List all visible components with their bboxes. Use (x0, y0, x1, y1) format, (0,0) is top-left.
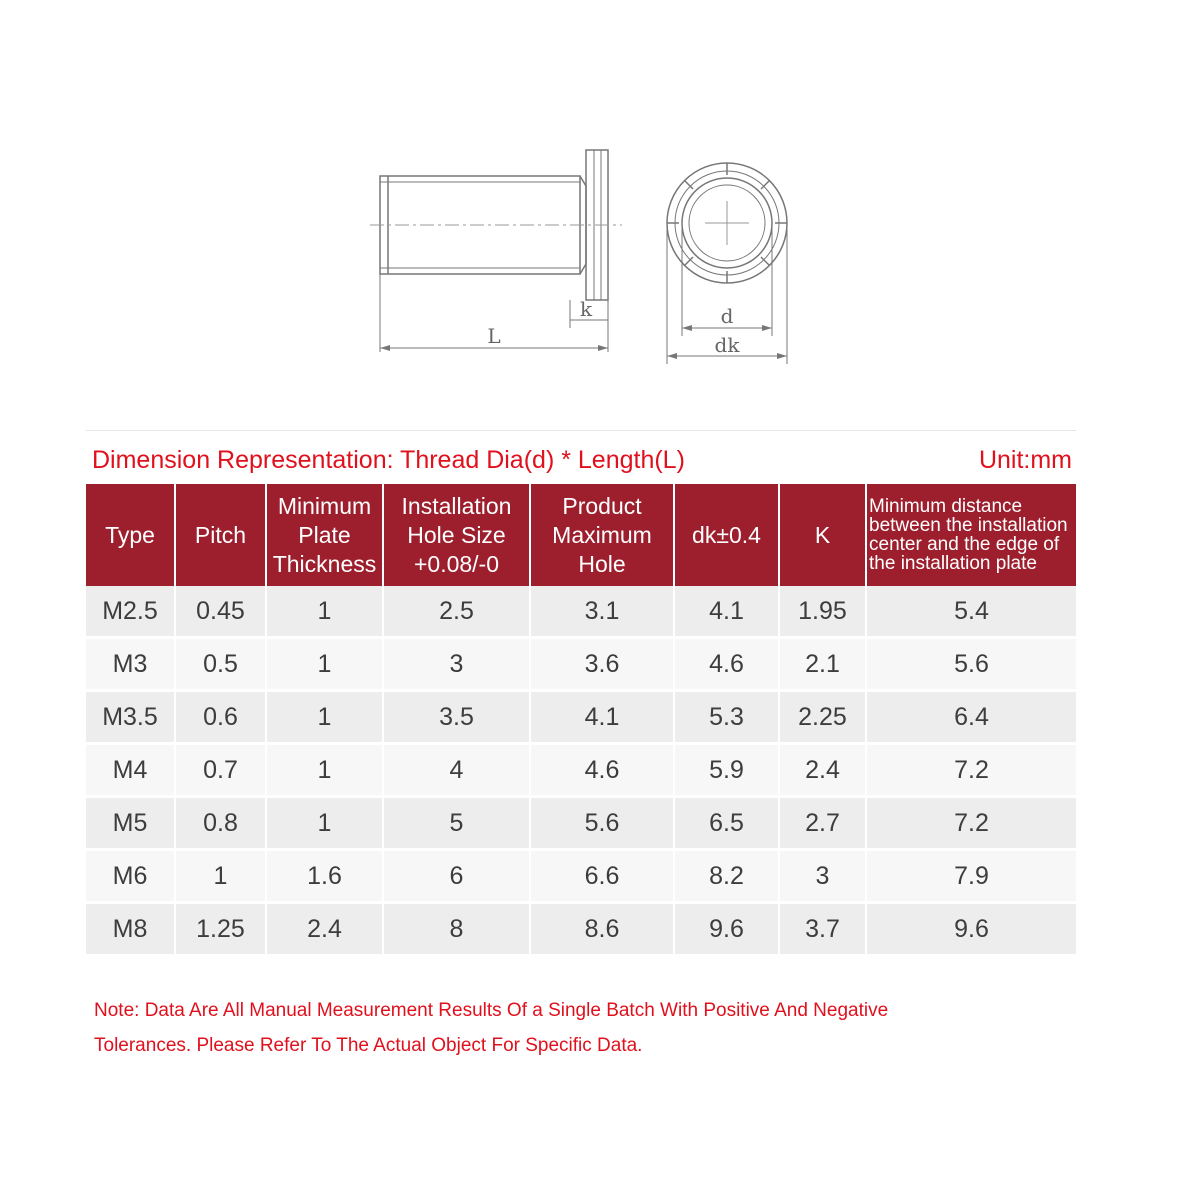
table-row (86, 850, 1076, 903)
table-cell: 6 (383, 850, 530, 903)
table-cell: 7.2 (866, 744, 1076, 797)
table-cell: 3 (779, 850, 866, 903)
note-line-2: Tolerances. Please Refer To The Actual Object For Specific Data. (94, 1035, 643, 1056)
label-d: d (720, 304, 734, 328)
table-row (86, 903, 1076, 956)
table-cell: 5.3 (674, 691, 779, 744)
header-cell: Pitch (175, 484, 266, 586)
table-row (86, 797, 1076, 850)
table-cell: 3.6 (530, 638, 674, 691)
table-cell: 8.2 (674, 850, 779, 903)
table-cell: M6 (86, 850, 175, 903)
table-cell: M8 (86, 903, 175, 956)
table-cell: 3.7 (779, 903, 866, 956)
table-cell: 7.2 (866, 797, 1076, 850)
table-cell: 4.6 (674, 638, 779, 691)
spec-table (86, 484, 1076, 957)
label-dk: dk (714, 333, 740, 357)
table-cell: 4.1 (530, 691, 674, 744)
table-cell: 8.6 (530, 903, 674, 956)
table-cell: 2.1 (779, 638, 866, 691)
table-cell: 4.6 (530, 744, 674, 797)
table-cell: 4 (383, 744, 530, 797)
table-cell: M2.5 (86, 586, 175, 638)
section-divider (86, 430, 1076, 431)
note-line-1: Note: Data Are All Manual Measurement Results Of a Single Batch With Positive And Negative (94, 1000, 889, 1021)
table-row (86, 691, 1076, 744)
measurement-note (94, 993, 1094, 1063)
table-cell: 2.5 (383, 586, 530, 638)
title-row (92, 444, 1072, 478)
stud-technical-drawing (360, 140, 830, 380)
table-row (86, 586, 1076, 638)
header-cell: K (779, 484, 866, 586)
table-cell: 1 (266, 586, 383, 638)
header-cell: Product Maximum Hole (530, 484, 674, 586)
table-cell: 1.95 (779, 586, 866, 638)
table-cell: 6.4 (866, 691, 1076, 744)
header-cell: dk±0.4 (674, 484, 779, 586)
table-cell: M5 (86, 797, 175, 850)
header-cell: Type (86, 484, 175, 586)
header-cell: Minimum distance between the installation center and the edge of the installation plate (866, 484, 1076, 586)
table-cell: 0.6 (175, 691, 266, 744)
table-cell: 0.5 (175, 638, 266, 691)
table-cell: 4.1 (674, 586, 779, 638)
table-cell: 2.4 (266, 903, 383, 956)
table-cell: 9.6 (674, 903, 779, 956)
table-cell: 6.6 (530, 850, 674, 903)
table-row (86, 744, 1076, 797)
table-cell: 5.6 (866, 638, 1076, 691)
table-cell: 9.6 (866, 903, 1076, 956)
table-cell: 1 (266, 691, 383, 744)
table-cell: 8 (383, 903, 530, 956)
table-cell: 1 (266, 638, 383, 691)
table-cell: 5.9 (674, 744, 779, 797)
table-cell: 5.6 (530, 797, 674, 850)
table-cell: 2.25 (779, 691, 866, 744)
label-k: k (579, 297, 593, 321)
table-cell: 1.25 (175, 903, 266, 956)
table-cell: 3.1 (530, 586, 674, 638)
table-cell: 6.5 (674, 797, 779, 850)
table-cell: M3.5 (86, 691, 175, 744)
table-cell: 3 (383, 638, 530, 691)
table-row (86, 638, 1076, 691)
table-header-row (86, 484, 1076, 586)
table-cell: 0.8 (175, 797, 266, 850)
table-cell: 1 (175, 850, 266, 903)
table-cell: 5 (383, 797, 530, 850)
header-cell: Installation Hole Size +0.08/-0 (383, 484, 530, 586)
table-cell: 5.4 (866, 586, 1076, 638)
unit-label: Unit:mm (978, 446, 1072, 474)
table-cell: 1 (266, 797, 383, 850)
side-view (380, 150, 608, 352)
table-cell: 7.9 (866, 850, 1076, 903)
table-cell: 0.7 (175, 744, 266, 797)
end-view-crosshair (705, 201, 749, 245)
table-cell: 2.4 (779, 744, 866, 797)
dimension-title: Dimension Representation: Thread Dia(d) * Length(L) (92, 446, 685, 474)
table-cell: 2.7 (779, 797, 866, 850)
table-cell: 0.45 (175, 586, 266, 638)
table-cell: 1 (266, 744, 383, 797)
header-cell: Minimum Plate Thickness (266, 484, 383, 586)
table-cell: M3 (86, 638, 175, 691)
label-L: L (487, 324, 501, 348)
table-cell: 3.5 (383, 691, 530, 744)
table-cell: M4 (86, 744, 175, 797)
table-cell: 1.6 (266, 850, 383, 903)
